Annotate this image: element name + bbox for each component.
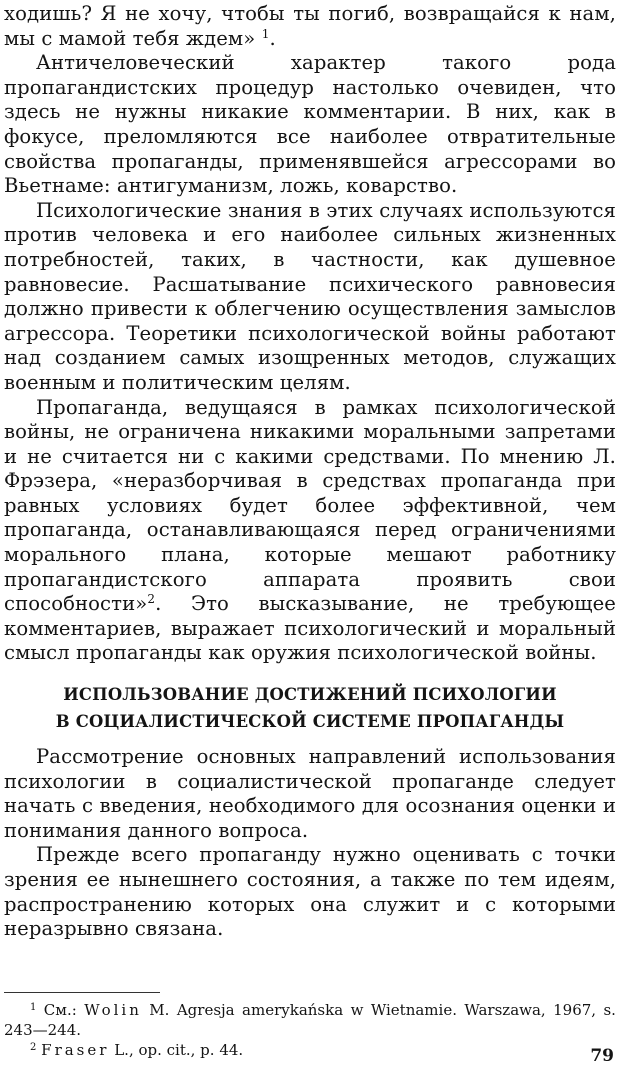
paragraph: Психологические знания в этих случаях используются против человека и его наиболее сильных жизненных потребностей, таких, в частности, как душевное равновесие. Расшатывание психического равновесия должно привести к облегчению осуществления замыслов агрессора. Теоретики психологической войны работают над созданием самых изощренных методов, служащих военным и политическим целям.	[4, 198, 616, 394]
heading-line: В СОЦИАЛИСТИЧЕСКОЙ СИСТЕМЕ ПРОПАГАНДЫ	[55, 712, 565, 731]
paragraph: ходишь? Я не хочу, чтобы ты погиб, возвращайся к нам, мы с мамой тебя ждем» $^1$.	[4, 2, 616, 50]
footnote-author: Fraser	[41, 1041, 110, 1059]
footnote-text: M. Agresja amerykańska w Wietnamie. Warszawa, 1967, s. 243—244.	[4, 1001, 616, 1039]
paragraph-text: Пропаганда, ведущаяся в рамках психологической войны, не ограничена никакими моральными запретами и не считается ни с какими средствами. По мнению Л. Фрэзера, «неразборчивая в средствах пропаганда при равных условиях будет более эффективной, чем пропаганда, останавливающаяся перед ограничениями морального плана, которые мешают работнику пропагандистского аппарата проявить свои способности»	[4, 395, 616, 616]
section-heading	[0, 681, 620, 735]
paragraph	[4, 396, 616, 667]
footnote-ref: 1	[261, 26, 270, 41]
footnote-divider	[4, 992, 160, 993]
footnote-ref: 2	[147, 592, 156, 607]
paragraph: Рассмотрение основных направлений использования психологии в социалистической пропаганде следует начать с введения, необходимого для осознания оценки и понимания данного вопроса.	[4, 745, 616, 842]
paragraph-text: ходишь? Я не хочу, чтобы ты погиб, возвращайся к нам, мы с мамой тебя ждем»	[4, 2, 616, 50]
section-text	[4, 745, 616, 942]
paragraph: Античеловеческий характер такого рода пропагандистских процедур настолько очевиден, что здесь не нужны никакие комментарии. В них, как в фокусе, преломляются все наиболее отвратительные свойства пропаганды, применявшейся агрессорами во Вьетнаме: антигуманизм, ложь, коварство.	[4, 51, 616, 198]
footnote-text: L., op. cit., p. 44.	[114, 1041, 244, 1059]
footnote	[4, 1040, 616, 1060]
footnote	[4, 1000, 616, 1040]
footnote-author: Wolin	[84, 1001, 142, 1019]
heading-line: ИСПОЛЬЗОВАНИЕ ДОСТИЖЕНИЙ ПСИХОЛОГИИ	[63, 685, 557, 704]
main-text	[4, 2, 616, 666]
page-number: 79	[590, 1046, 614, 1066]
paragraph: Прежде всего пропаганду нужно оценивать с точки зрения ее нынешнего состояния, а также по тем идеям, распространению которых она служит и с которыми неразрывно связана.	[4, 843, 616, 941]
footnote-prefix: См.:	[43, 1001, 77, 1019]
paragraph-text: . Это высказывание, не требующее комментариев, выражает психологический и моральный смысл пропаганды как оружия психологической войны.	[4, 592, 616, 665]
footnote-mark: 1	[30, 1002, 37, 1013]
footnote-mark: 2	[30, 1042, 37, 1053]
footnotes	[4, 1000, 616, 1060]
